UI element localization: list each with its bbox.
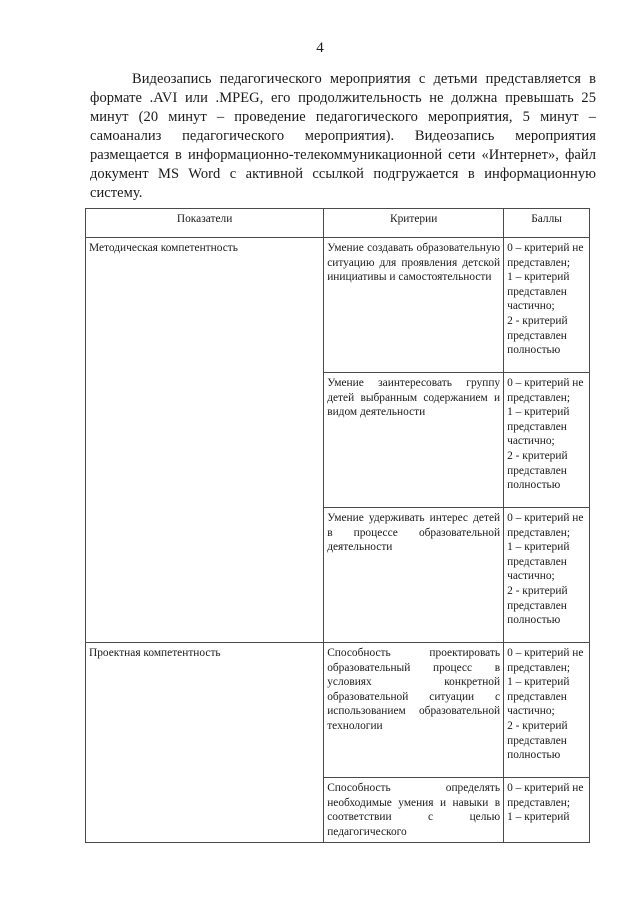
header-indicators: Показатели [86,209,324,238]
score-2: 2 - критерий представлен полностью [507,719,568,762]
table-row [86,238,590,373]
indicator-project: Проектная компетентность [86,643,324,843]
points-cell [504,508,590,643]
score-1: 1 – критерий представлен частично; [507,541,570,583]
score-2: 2 - критерий представлен полностью [507,584,568,627]
score-1: 1 – критерий представлен частично; [507,676,570,718]
points-cell [504,373,590,508]
score-1: 1 – критерий представлен частично; [507,406,570,448]
indicator-methodical: Методическая компетентность [86,238,324,643]
points-cell [504,643,590,778]
header-criteria: Критерии [324,209,504,238]
criteria-table [85,208,590,843]
points-cell [504,238,590,373]
score-2: 2 - критерий представлен полностью [507,314,568,357]
criterion-cell: Умение заинтересовать группу детей выбранным содержанием и видом деятельности [324,373,504,508]
score-0: 0 – критерий не представлен; [507,242,584,269]
score-2: 1 – критерий [507,811,570,824]
table-header-row [86,209,590,238]
page-number: 4 [316,40,324,56]
score-0: 0 – критерий не [507,782,584,794]
score-0: 0 – критерий не представлен; [507,512,584,539]
score-1: представлен; [507,796,571,809]
criterion-cell: Способность определять необходимые умения и навыки в соответствии с целью педагогического [324,778,504,843]
score-1: 1 – критерий представлен частично; [507,271,570,313]
criterion-cell: Способность проектировать образовательный процесс в условиях конкретной образовательной ситуации с использованием образовательной технологии [324,643,504,778]
table-row [86,643,590,778]
points-cell [504,778,590,843]
criterion-cell: Умение удерживать интерес детей в процессе образовательной деятельности [324,508,504,643]
intro-paragraph: Видеозапись педагогического мероприятия с детьми представляется в формате .AVI или .MPEG, его продолжительность не должна превышать 25 минут (20 минут – проведение педагогического мероприятия, 5 минут – самоанализ педагогического мероприятия). Видеозапись мероприятия размещается в информационно-телекоммуникационной сети «Интернет», файл документ MS Word с активной ссылкой подгружается в информационную систему. [90,71,596,201]
score-2: 2 - критерий представлен полностью [507,449,568,492]
criterion-cell: Умение создавать образовательную ситуацию для проявления детской инициативы и самостоятельности [324,238,504,373]
score-0: 0 – критерий не представлен; [507,647,584,674]
score-0: 0 – критерий не представлен; [507,377,584,404]
header-points: Баллы [504,209,590,238]
